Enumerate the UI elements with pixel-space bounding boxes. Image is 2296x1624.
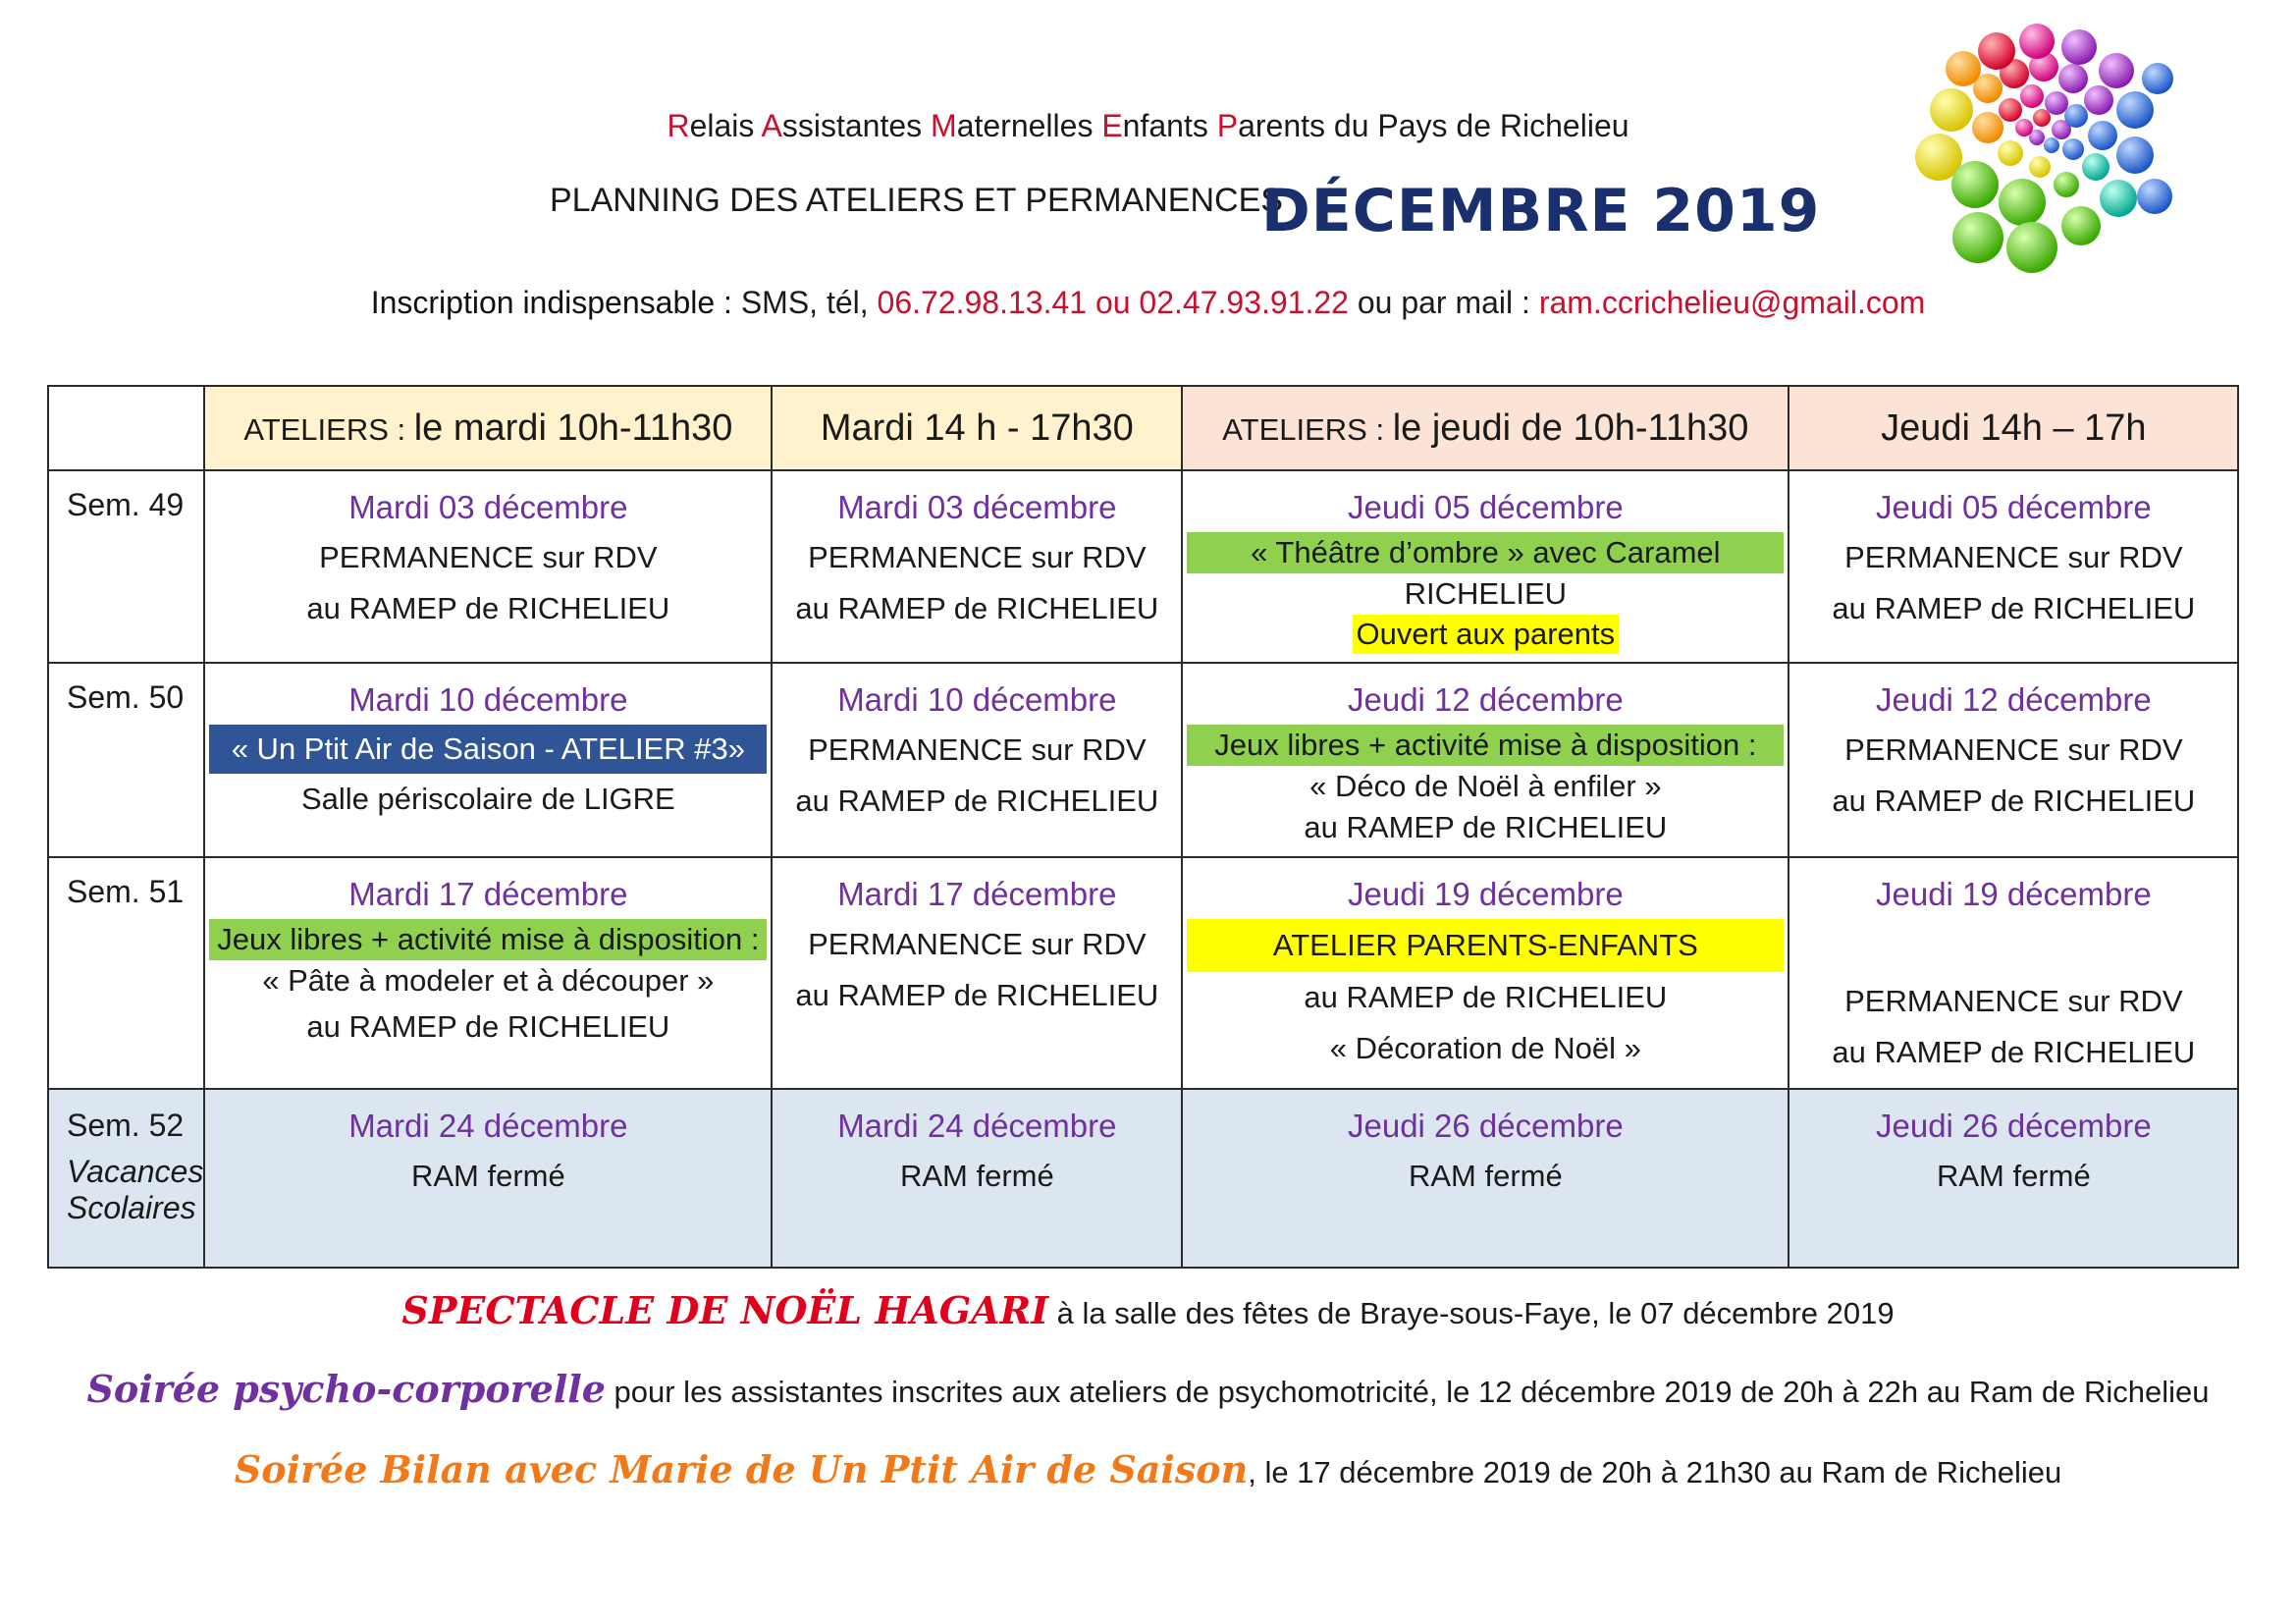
cell-line	[205, 583, 771, 634]
cell-text: RICHELIEU	[507, 1009, 670, 1044]
cell-text: au RAMEP de	[1832, 784, 2033, 818]
event-text: à la salle des fêtes de Braye-sous-Faye,	[1048, 1296, 1609, 1330]
cell-text: LIGRE	[583, 782, 675, 816]
week-label: Sem. 51	[48, 857, 204, 1089]
cell-line: PERMANENCE sur RDV	[808, 540, 1147, 574]
event-title: Soirée Bilan avec Marie de Un Ptit Air de Saison	[234, 1447, 1249, 1491]
cell-text: au RAMEP de	[1832, 1035, 2033, 1069]
cell-line: RAM fermé	[1936, 1159, 2091, 1193]
cell-line: PERMANENCE sur RDV	[1844, 732, 2183, 767]
header-big: le mardi 10h-11h30	[413, 406, 733, 449]
event-text: pour les assistantes inscrites aux ateliers de psychomotricité,	[605, 1375, 1447, 1409]
table-cell	[1789, 857, 2238, 1089]
cell-text: au RAMEP de	[1304, 980, 1505, 1014]
event-title: Soirée psycho-corporelle	[86, 1367, 606, 1411]
email-link[interactable]: ram.ccrichelieu@gmail.com	[1538, 285, 1926, 320]
event-title: SPECTACLE DE NOËL HAGARI	[401, 1288, 1049, 1332]
cell-date: Mardi 03 décembre	[837, 489, 1117, 525]
table-row	[48, 857, 2238, 1089]
cell-line: « Pâte à modeler et à découper »	[262, 963, 715, 998]
cell-highlight-green: « Théâtre d’ombre » avec Caramel	[1187, 532, 1784, 573]
event-soiree-bilan	[0, 1447, 2296, 1491]
cell-date: Jeudi 19 décembre	[1348, 876, 1624, 912]
header-row	[48, 386, 2238, 470]
cell-date: Mardi 10 décembre	[348, 681, 628, 718]
inscription-label: Inscription indispensable :	[370, 285, 732, 320]
week-label: Sem. 49	[48, 470, 204, 663]
cell-line: RAM fermé	[410, 1159, 565, 1193]
cell-line	[1789, 583, 2237, 634]
cell-date: Jeudi 12 décembre	[1348, 681, 1624, 718]
cell-text: RICHELIEU	[2032, 591, 2196, 625]
event-date: le 12 décembre 2019	[1446, 1375, 1733, 1409]
org-seg: A	[761, 108, 782, 143]
header-small: ATELIERS :	[1222, 411, 1393, 447]
cell-line	[1789, 776, 2237, 827]
inscription-line	[0, 285, 2296, 321]
cell-text: au RAMEP de	[1304, 810, 1505, 844]
month-title: DÉCEMBRE 2019	[1261, 177, 1821, 245]
cell-text: #3	[694, 731, 728, 766]
col-header-tuesday-morning	[204, 386, 772, 470]
event-text: de 20h à 22h au Ram de Richelieu	[1732, 1375, 2210, 1409]
cell-text: RICHELIEU	[995, 591, 1159, 625]
table-cell	[1182, 470, 1789, 663]
schedule-table	[47, 385, 2239, 1269]
event-text: ,	[1248, 1455, 1265, 1489]
table-row	[48, 470, 2238, 663]
cell-text: RICHELIEU	[2032, 784, 2196, 818]
cell-date: Mardi 24 décembre	[348, 1108, 628, 1144]
header-big: le jeudi de 10h-11h30	[1392, 406, 1749, 449]
cell-highlight-green: Jeux libres + activité mise à disposition :	[1187, 725, 1784, 766]
phone-numbers: 06.72.98.13.41 ou 02.47.93.91.22	[877, 285, 1349, 320]
cell-date: Mardi 03 décembre	[348, 489, 628, 525]
cell-text: au RAMEP de	[306, 591, 507, 625]
col-header-thursday-morning	[1182, 386, 1789, 470]
cell-highlight-yellow: Ouvert aux parents	[1353, 615, 1620, 654]
event-text: de 20h à 21h30 au Ram de Richelieu	[1550, 1455, 2062, 1489]
table-cell	[1789, 663, 2238, 857]
cell-date: Jeudi 19 décembre	[1876, 876, 2152, 912]
org-seg: M	[931, 108, 957, 143]
table-cell	[1182, 1089, 1789, 1268]
cell-date: Jeudi 12 décembre	[1876, 681, 2152, 718]
event-date: le 17 décembre 2019	[1264, 1455, 1551, 1489]
cell-highlight-green: Jeux libres + activité mise à disposition :	[209, 919, 767, 960]
header-big: Mardi 14 h - 17h30	[820, 406, 1134, 449]
cell-line	[773, 583, 1181, 634]
cell-line: PERMANENCE sur RDV	[319, 540, 658, 574]
cell-line	[773, 776, 1181, 827]
inscription-mid: SMS, tél,	[731, 285, 878, 320]
cell-line	[1183, 972, 1788, 1023]
table-cell	[204, 1089, 772, 1268]
cell-line: PERMANENCE sur RDV	[808, 927, 1147, 961]
header-big: Jeudi 14h – 17h	[1881, 406, 2147, 449]
cell-highlight-blue	[209, 725, 767, 774]
table-cell	[1789, 1089, 2238, 1268]
cell-date: Mardi 10 décembre	[837, 681, 1117, 718]
event-soiree-psycho	[0, 1367, 2296, 1411]
table-row	[48, 1089, 2238, 1268]
table-cell	[772, 1089, 1182, 1268]
week-label: Sem. 50	[48, 663, 204, 857]
cell-text: RICHELIEU	[2032, 1035, 2196, 1069]
cell-date: Mardi 24 décembre	[837, 1108, 1117, 1144]
cell-date: Mardi 17 décembre	[348, 876, 628, 912]
cell-text: RICHELIEU	[1504, 810, 1668, 844]
cell-text: Salle périscolaire de	[300, 782, 584, 816]
cell-line: PERMANENCE sur RDV	[1844, 984, 2183, 1018]
cell-date: Mardi 17 décembre	[837, 876, 1117, 912]
cell-line: RICHELIEU	[1404, 576, 1568, 611]
week-label-cell	[48, 1089, 204, 1268]
table-cell	[204, 470, 772, 663]
page-title: PLANNING DES ATELIERS ET PERMANENCES	[550, 182, 1283, 219]
cell-text: au RAMEP de	[1832, 591, 2033, 625]
org-seg: elais	[689, 108, 762, 143]
cell-text: »	[727, 731, 745, 766]
col-header-tuesday-afternoon	[772, 386, 1182, 470]
cell-date: Jeudi 05 décembre	[1876, 489, 2152, 525]
cell-line	[205, 1001, 771, 1053]
cell-line	[1183, 807, 1788, 848]
cell-text: RICHELIEU	[1504, 980, 1668, 1014]
cell-line	[1789, 1027, 2237, 1078]
org-seg: arents du Pays de Richelieu	[1238, 108, 1629, 143]
logo-spheres-icon	[1895, 20, 2189, 285]
table-cell	[772, 470, 1182, 663]
table-cell	[772, 663, 1182, 857]
cell-date: Jeudi 26 décembre	[1876, 1108, 2152, 1144]
cell-highlight-yellow: ATELIER PARENTS-ENFANTS	[1187, 919, 1784, 972]
cell-text: au RAMEP de	[795, 978, 996, 1012]
cell-line: « Déco de Noël à enfiler »	[1309, 769, 1662, 803]
org-seg: nfants	[1122, 108, 1217, 143]
org-seg: E	[1101, 108, 1123, 143]
cell-date: Jeudi 05 décembre	[1348, 489, 1624, 525]
header-small: ATELIERS :	[243, 411, 414, 447]
cell-line: PERMANENCE sur RDV	[808, 732, 1147, 767]
week-label: Sem. 52	[67, 1108, 185, 1143]
org-seg: R	[667, 108, 690, 143]
cell-line: RAM fermé	[899, 1159, 1054, 1193]
mail-label: ou par mail :	[1348, 285, 1539, 320]
table-cell	[204, 663, 772, 857]
org-seg: aternelles	[956, 108, 1102, 143]
cell-date: Jeudi 26 décembre	[1348, 1108, 1624, 1144]
cell-text: RICHELIEU	[995, 784, 1159, 818]
cell-text: au RAMEP de	[795, 591, 996, 625]
org-seg: P	[1216, 108, 1239, 143]
table-cell	[1789, 470, 2238, 663]
vacances-label: Vacances	[67, 1154, 204, 1189]
table-cell	[1182, 663, 1789, 857]
cell-text: RICHELIEU	[507, 591, 670, 625]
scolaires-label: Scolaires	[67, 1190, 196, 1225]
table-cell	[204, 857, 772, 1089]
org-seg: ssistantes	[781, 108, 932, 143]
table-cell	[772, 857, 1182, 1089]
cell-line: « Décoration de Noël »	[1329, 1031, 1641, 1065]
event-date: le 07 décembre 2019	[1608, 1296, 1895, 1330]
cell-text: au RAMEP de	[306, 1009, 507, 1044]
cell-text: au RAMEP de	[795, 784, 996, 818]
cell-line: RAM fermé	[1408, 1159, 1563, 1193]
col-header-thursday-afternoon	[1789, 386, 2238, 470]
table-cell	[1182, 857, 1789, 1089]
cell-line	[773, 970, 1181, 1021]
cell-text: « Un Ptit Air de Saison - ATELIER	[231, 731, 695, 766]
corner-cell	[48, 386, 204, 470]
event-spectacle	[0, 1288, 2296, 1332]
cell-text: RICHELIEU	[995, 978, 1159, 1012]
table-row	[48, 663, 2238, 857]
cell-line	[205, 774, 771, 825]
cell-line: PERMANENCE sur RDV	[1844, 540, 2183, 574]
